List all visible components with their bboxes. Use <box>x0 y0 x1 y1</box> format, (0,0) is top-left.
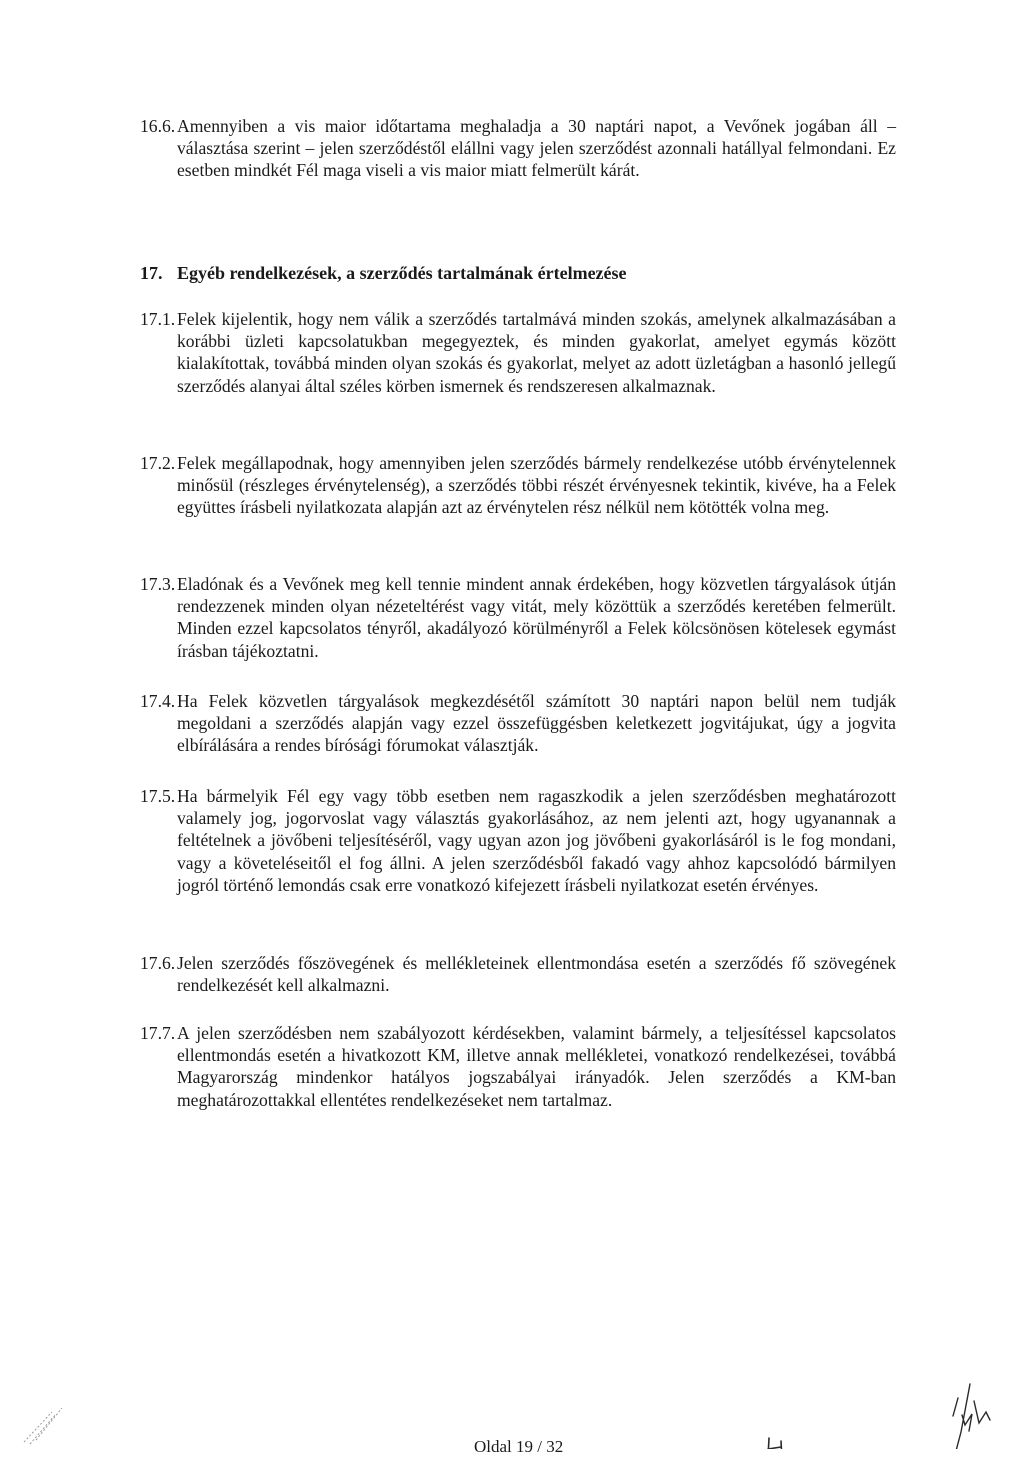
clause-text: Felek megállapodnak, hogy amennyiben jelen szerződés bármely rendelkezése utóbb érvénytelennek minősül (részleges érvénytelenség), a szerződés többi részét érvényesnek tekintik, kivéve, ha a Felek együttes írásbeli nyilatkozata alapján azt az érvénytelen rész nélkül nem kötötték volna meg. <box>177 453 896 518</box>
clause-number: 17.1. <box>140 309 176 329</box>
clause-number: 17.7. <box>140 1023 176 1043</box>
clause-number: 16.6. <box>140 116 176 136</box>
page-number: Oldal 19 / 32 <box>474 1437 564 1456</box>
section-title: Egyéb rendelkezések, a szerződés tartalmának értelmezése <box>177 263 627 283</box>
clause-number: 17.2. <box>140 453 176 473</box>
clause-number: 17.4. <box>140 691 176 711</box>
clause-number: 17.6. <box>140 953 176 973</box>
signature-initials <box>951 1384 990 1449</box>
faint-scribble-2 <box>24 1408 62 1444</box>
section-number: 17. <box>140 263 163 283</box>
clause-text: Jelen szerződés főszövegének és mellékleteinek ellentmondása esetén a szerződés fő szövegének rendelkezését kell alkalmazni. <box>177 953 896 996</box>
clause-text: Eladónak és a Vevőnek meg kell tennie mindent annak érdekében, hogy közvetlen tárgyalások útján rendezzenek minden olyan nézeteltérést vagy vitát, mely közöttük a szerződés keretében felmerült. Minden ezzel kapcsolatos tényről, akadályozó körülményről a Felek kölcsönösen kötelesek egymást írásban tájékoztatni. <box>177 574 896 661</box>
clause-text: Ha bármelyik Fél egy vagy több esetben nem ragaszkodik a jelen szerződésben meghatározott valamely jog, jogorvoslat vagy választás gyakorlásához, az nem jelenti azt, hogy ugyanannak a feltételnek a jövőbeni teljesítéséről, vagy ugyan azon jog jövőbeni gyakorlásáról is le fog mondani, vagy a követeléseitől el fog állni. A jelen szerződésből fakadó vagy ahhoz kapcsolódó bármilyen jogról történő lemondás csak erre vonatkozó kifejezett írásbeli nyilatkozat esetén érvényes. <box>177 786 896 895</box>
clause-text: Amennyiben a vis maior időtartama meghaladja a 30 naptári napot, a Vevőnek jogában áll – választása szerint – jelen szerződéstől elállni vagy jelen szerződést azonnali hatállyal felmondani. Ez esetben mindkét Fél maga viseli a vis maior miatt felmerült kárát. <box>177 116 896 181</box>
clause-text: Felek kijelentik, hogy nem válik a szerződés tartalmává minden szokás, amelynek alkalmazásában a korábbi üzleti kapcsolatukban megegyeztek, és minden gyakorlat, amelyet egymás között kialakítottak, továbbá minden olyan szokás és gyakorlat, melyet az adott üzletágban a hasonló jellegű szerződés alanyai által széles körben ismernek és rendszeresen alkalmaznak. <box>177 309 896 396</box>
clause-text: A jelen szerződésben nem szabályozott kérdésekben, valamint bármely, a teljesítéssel kapcsolatos ellentmondás esetén a hivatkozott KM, illetve annak mellékletei, vonatkozó rendelkezései, továbbá Magyarország mindenkor hatályos jogszabályai irányadók. Jelen szerződés a KM-ban meghatározottakkal ellentétes rendelkezéseket nem tartalmaz. <box>177 1023 896 1110</box>
clause-number: 17.3. <box>140 574 176 594</box>
clause-number: 17.5. <box>140 786 176 806</box>
clause-text: Ha Felek közvetlen tárgyalások megkezdésétől számított 30 naptári napon belül nem tudják megoldani a szerződés alapján vagy ezzel összefüggésben keletkezett jogvitájukat, úgy a jogvita elbírálására a rendes bírósági fórumokat választják. <box>177 691 896 756</box>
initials-mark <box>768 1438 782 1449</box>
